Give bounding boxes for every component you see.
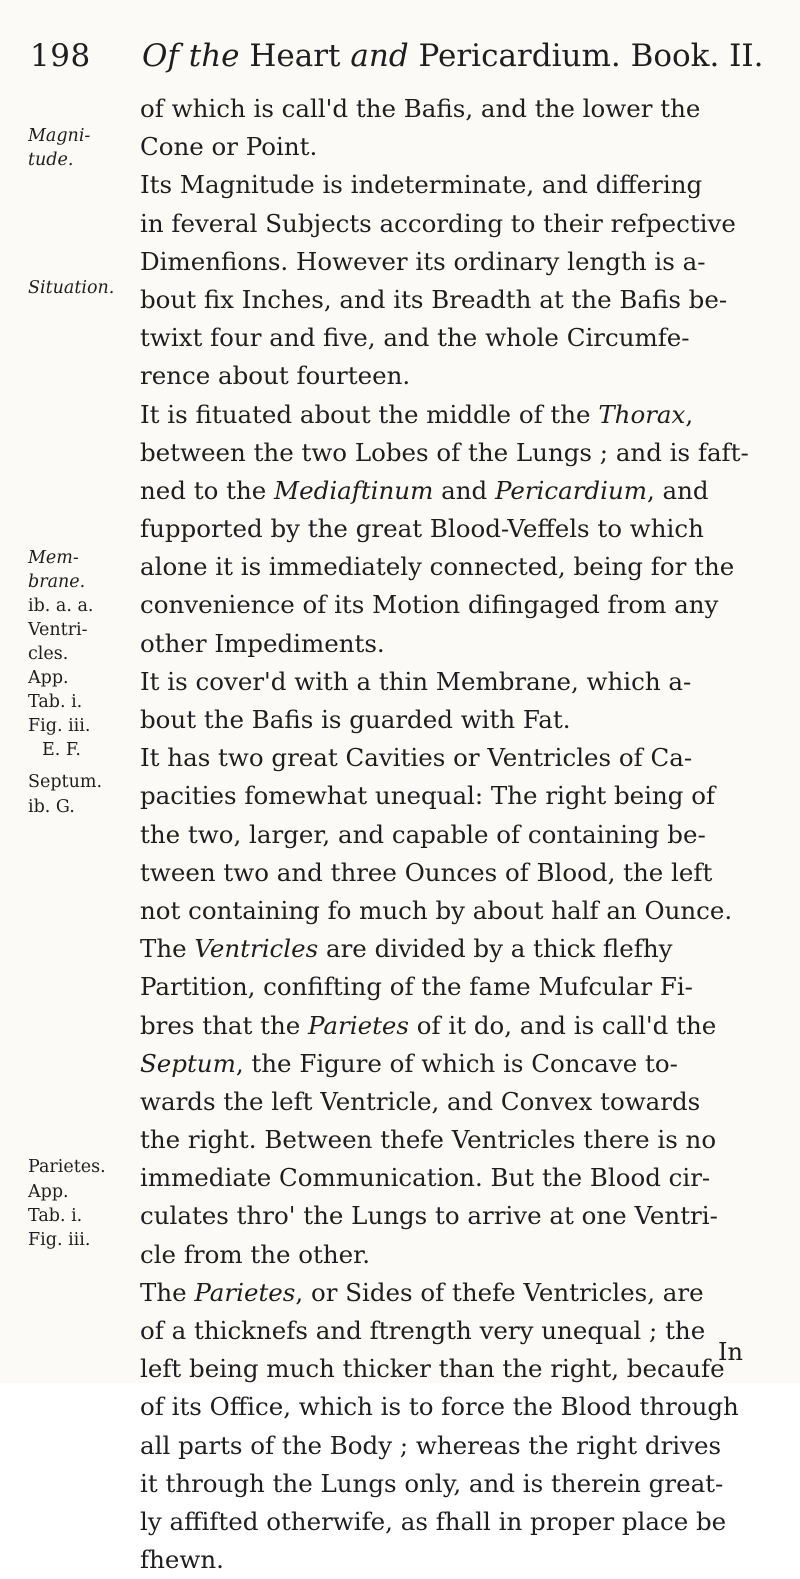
text-line — [140, 205, 780, 243]
text-line — [140, 701, 780, 739]
italic-term: Mediaftinum — [274, 475, 434, 505]
text-run: alone it is immediately connected, being for the — [140, 552, 735, 582]
text-run: convenience of its Motion difingaged from any — [140, 590, 719, 620]
text-run: all parts of the Body ; whereas the right drives — [140, 1430, 722, 1460]
text-line — [140, 166, 780, 204]
margin-note: Septum. — [28, 772, 103, 792]
text-run: Dimenfions. However its ordinary length is a- — [140, 246, 706, 276]
text-line — [140, 434, 780, 472]
text-line — [140, 357, 780, 395]
text-run: cle from the other. — [140, 1239, 370, 1269]
text-line — [140, 777, 780, 815]
text-line — [140, 968, 780, 1006]
text-run: immediate Communication. But the Blood cir- — [140, 1163, 711, 1193]
text-run: It is cover'd with a thin Membrane, which a- — [140, 666, 692, 696]
text-line — [140, 1541, 780, 1579]
text-line — [140, 396, 780, 434]
running-title-of-the: Of the — [142, 38, 240, 74]
text-run: the two, larger, and capable of containing be- — [140, 819, 706, 849]
running-title-and: and — [350, 38, 409, 74]
margin-note: App. — [28, 1182, 69, 1202]
text-line — [140, 930, 780, 968]
margin-note: Fig. iii. — [28, 1230, 91, 1250]
running-title-rest: Pericardium. Book. II. — [418, 38, 764, 74]
text-run: It is fituated about the middle of the — [140, 399, 599, 429]
text-run: not containing fo much by about half an Ounce. — [140, 895, 733, 925]
text-line — [140, 1388, 780, 1426]
text-line — [140, 319, 780, 357]
page-header — [0, 0, 800, 88]
body-text — [140, 90, 780, 1579]
italic-term: Parietes — [194, 1277, 296, 1307]
text-run: wards the left Ventricle, and Convex towards — [140, 1086, 701, 1116]
margin-note: ib. a. a. — [28, 596, 94, 616]
text-run: and — [433, 475, 495, 505]
text-line — [140, 548, 780, 586]
text-run: bout fix Inches, and its Breadth at the Bafis be- — [140, 284, 728, 314]
margin-note: App. — [28, 668, 69, 688]
text-line — [140, 892, 780, 930]
margin-note: Parietes. — [28, 1157, 106, 1177]
text-line — [140, 1312, 780, 1350]
text-run: Partition, confifting of the fame Mufcular Fi- — [140, 972, 693, 1002]
margin-note: brane. — [28, 572, 86, 592]
text-run: twixt four and five, and the whole Circumfe- — [140, 323, 690, 353]
margin-note: cles. — [28, 644, 69, 664]
text-run: It has two great Cavities or Ventricles of Ca- — [140, 743, 693, 773]
text-run: between the two Lobes of the Lungs ; and is faft- — [140, 437, 749, 467]
text-line — [140, 663, 780, 701]
text-run: bout the Bafis is guarded with Fat. — [140, 705, 571, 734]
italic-term: Ventricles — [194, 934, 319, 964]
margin-note: Tab. i. — [28, 692, 83, 712]
text-run: , and — [646, 475, 709, 505]
catchword: In — [718, 1338, 743, 1366]
text-run: rence about fourteen. — [140, 361, 411, 391]
text-line — [140, 625, 780, 663]
text-run: , — [685, 399, 694, 429]
text-run: The — [140, 1277, 195, 1307]
text-run: ly affifted otherwife, as fhall in proper place be — [140, 1506, 727, 1536]
italic-term: Parietes — [308, 1010, 409, 1040]
text-run: it through the Lungs only, and is therein great- — [140, 1468, 724, 1498]
text-line — [140, 510, 780, 548]
text-run: , the Figure of which is Concave to- — [235, 1048, 678, 1078]
text-run: other Impediments. — [140, 628, 385, 658]
text-line — [140, 1465, 780, 1503]
text-line — [140, 128, 780, 166]
text-line — [140, 1503, 780, 1541]
text-run: Cone or Point. — [140, 132, 318, 162]
margin-note: Tab. i. — [28, 1206, 83, 1226]
running-title-heart: Heart — [249, 38, 341, 74]
text-line — [140, 1007, 780, 1045]
text-run: fupported by the great Blood-Veffels to which — [140, 514, 704, 544]
text-line — [140, 1274, 780, 1312]
text-run: The — [140, 934, 195, 964]
text-line — [140, 1159, 780, 1197]
text-run: are divided by a thick flefhy — [318, 934, 673, 964]
margin-note: ib. G. — [28, 797, 75, 817]
text-line — [140, 739, 780, 777]
running-title — [142, 38, 764, 74]
italic-term: Thorax — [598, 399, 686, 429]
text-run: , or Sides of thefe Ventricles, are — [295, 1277, 704, 1307]
text-line — [140, 90, 780, 128]
text-line — [140, 1427, 780, 1465]
text-run: in feveral Subjects according to their refpective — [140, 208, 736, 238]
margin-note: Situation. — [28, 278, 115, 298]
text-run: ned to the — [140, 475, 275, 505]
text-run: tween two and three Ounces of Blood, the left — [140, 857, 713, 887]
margin-note: tude. — [28, 150, 74, 170]
margin-note: Ventri- — [28, 620, 88, 640]
italic-term: Septum — [140, 1048, 236, 1078]
text-line — [140, 472, 780, 510]
text-run: fhewn. — [140, 1545, 224, 1575]
text-run: pacities fomewhat unequal: The right being of — [140, 781, 716, 811]
text-line — [140, 1045, 780, 1083]
text-line — [140, 243, 780, 281]
text-line — [140, 854, 780, 892]
text-run: culates thro' the Lungs to arrive at one Ventri- — [140, 1201, 718, 1231]
text-line — [140, 816, 780, 854]
italic-term: Pericardium — [494, 475, 647, 505]
margin-note: Mem- — [28, 548, 79, 568]
text-run: the right. Between thefe Ventricles there is no — [140, 1125, 717, 1155]
text-line — [140, 281, 780, 319]
text-line — [140, 1083, 780, 1121]
margin-note: E. F. — [42, 740, 81, 760]
text-run: left being much thicker than the right, becaufe — [140, 1354, 725, 1384]
margin-note: Fig. iii. — [28, 716, 91, 736]
text-line — [140, 1121, 780, 1159]
text-line — [140, 1236, 780, 1274]
text-run: of it do, and is call'd the — [409, 1010, 717, 1040]
margin-note: Magni- — [28, 126, 91, 146]
page-number: 198 — [30, 38, 91, 74]
text-run: Its Magnitude is indeterminate, and differing — [140, 170, 703, 200]
text-run: bres that the — [140, 1010, 309, 1040]
text-line — [140, 586, 780, 624]
text-line — [140, 1197, 780, 1235]
text-run: of a thicknefs and ftrength very unequal ; the — [140, 1316, 706, 1345]
text-run: of its Office, which is to force the Blood through — [140, 1392, 739, 1422]
text-run: of which is call'd the Bafis, and the lower the — [140, 94, 701, 123]
